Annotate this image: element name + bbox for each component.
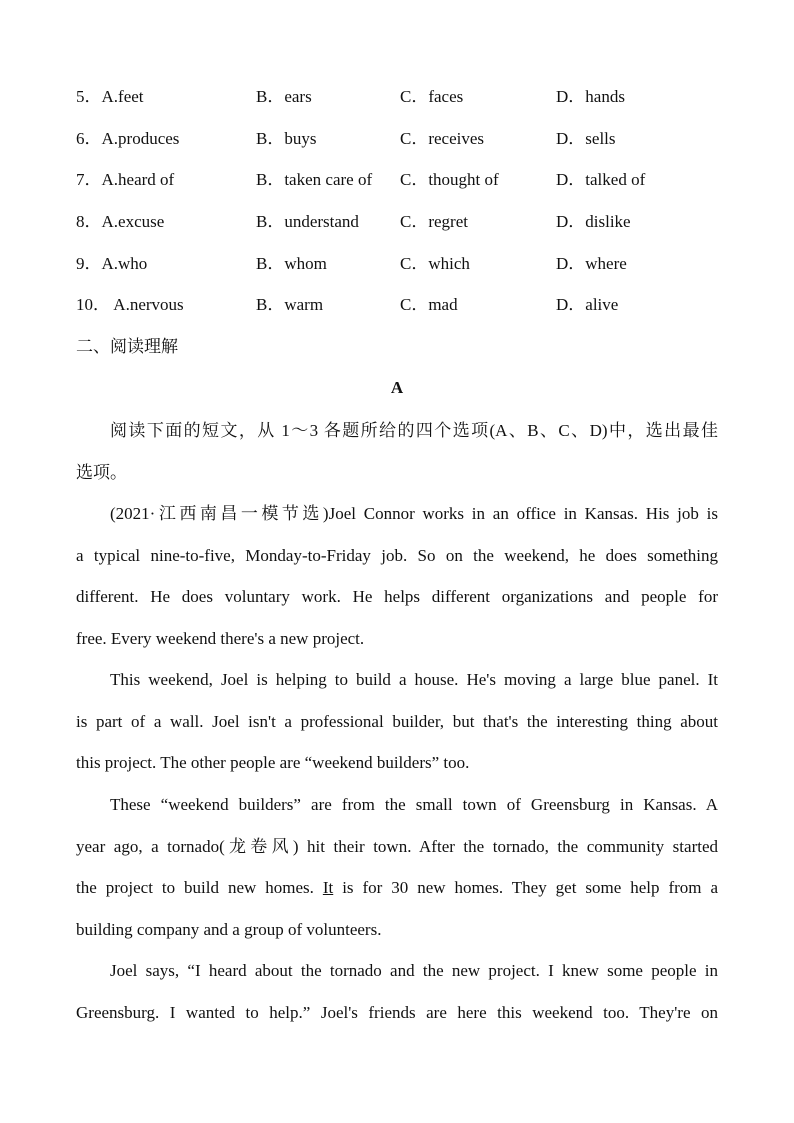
option-c: C．which	[400, 254, 470, 273]
question-10-options	[76, 293, 718, 317]
text-line: (2021·江西南昌一模节选)Joel Connor works in an office in Kansas. His job is	[110, 504, 718, 523]
option-a: 10． A.nervous	[76, 295, 184, 314]
text-line	[76, 867, 718, 909]
option-a: 9．A.who	[76, 254, 148, 273]
option-d: D．where	[556, 254, 627, 273]
question-7-options	[76, 168, 718, 192]
text-line: This weekend, Joel is helping to build a house. He's moving a large blue panel. It	[110, 670, 718, 689]
option-a: 7．A.heard of	[76, 170, 175, 189]
question-8-options	[76, 210, 718, 234]
option-a: 8．A.excuse	[76, 212, 165, 231]
option-c: C．thought of	[400, 170, 499, 189]
text-line: free. Every weekend there's a new project.	[76, 628, 365, 648]
text-line: a typical nine-to-five, Monday-to-Friday job. So on the weekend, he does something	[76, 545, 718, 565]
option-b: B．warm	[256, 295, 324, 314]
text-line: building company and a group of volunteers.	[76, 919, 382, 939]
text-line: These “weekend builders” are from the small town of Greensburg in Kansas. A	[110, 795, 718, 814]
option-c: C．receives	[400, 129, 485, 148]
option-d: D．hands	[556, 87, 625, 106]
option-b: B．understand	[256, 212, 359, 231]
question-9-options	[76, 252, 718, 276]
text-line: is part of a wall. Joel isn't a professional builder, but that's the interesting thing about	[76, 711, 718, 731]
underlined-word: It	[322, 878, 334, 898]
option-b: B．buys	[256, 129, 317, 148]
option-d: D．sells	[556, 129, 616, 148]
passage-paragraph-3	[76, 784, 718, 950]
text-line: Greensburg. I wanted to help.” Joel's friends are here this weekend too. They're on	[76, 1002, 718, 1022]
passage-paragraph-4	[76, 950, 718, 1033]
text-segment: the project to build new homes.	[76, 878, 314, 898]
option-b: B．ears	[256, 87, 312, 106]
text-line: this project. The other people are “weekend builders” too.	[76, 753, 470, 773]
text-segment: is for 30 new homes. They get some help from a	[333, 878, 719, 898]
question-6-options	[76, 127, 718, 151]
passage-paragraph-1	[76, 493, 718, 659]
option-c: C．mad	[400, 295, 458, 314]
text-line: 阅读下面的短文，从 1～3 各题所给的四个选项(A、B、C、D)中，选出最佳	[110, 421, 718, 440]
option-b: B．taken care of	[256, 170, 373, 189]
option-d: D．talked of	[556, 170, 646, 189]
passage-paragraph-2	[76, 659, 718, 784]
option-d: D．alive	[556, 295, 619, 314]
text-line: year ago, a tornado(龙卷风) hit their town. After the tornado, the community started	[76, 836, 718, 856]
text-line: 选项。	[76, 462, 127, 482]
instructions-paragraph	[76, 410, 718, 493]
text-line: different. He does voluntary work. He helps different organizations and people for	[76, 587, 718, 607]
option-b: B．whom	[256, 254, 327, 273]
option-c: C．faces	[400, 87, 464, 106]
text-line: Joel says, “I heard about the tornado and the new project. I knew some people in	[110, 961, 718, 980]
section-heading: 二、阅读理解	[76, 337, 178, 356]
question-5-options	[76, 85, 718, 109]
option-a: 6．A.produces	[76, 129, 180, 148]
option-a: 5．A.feet	[76, 87, 144, 106]
option-c: C．regret	[400, 212, 468, 231]
option-d: D．dislike	[556, 212, 631, 231]
passage-label: A	[390, 378, 404, 397]
